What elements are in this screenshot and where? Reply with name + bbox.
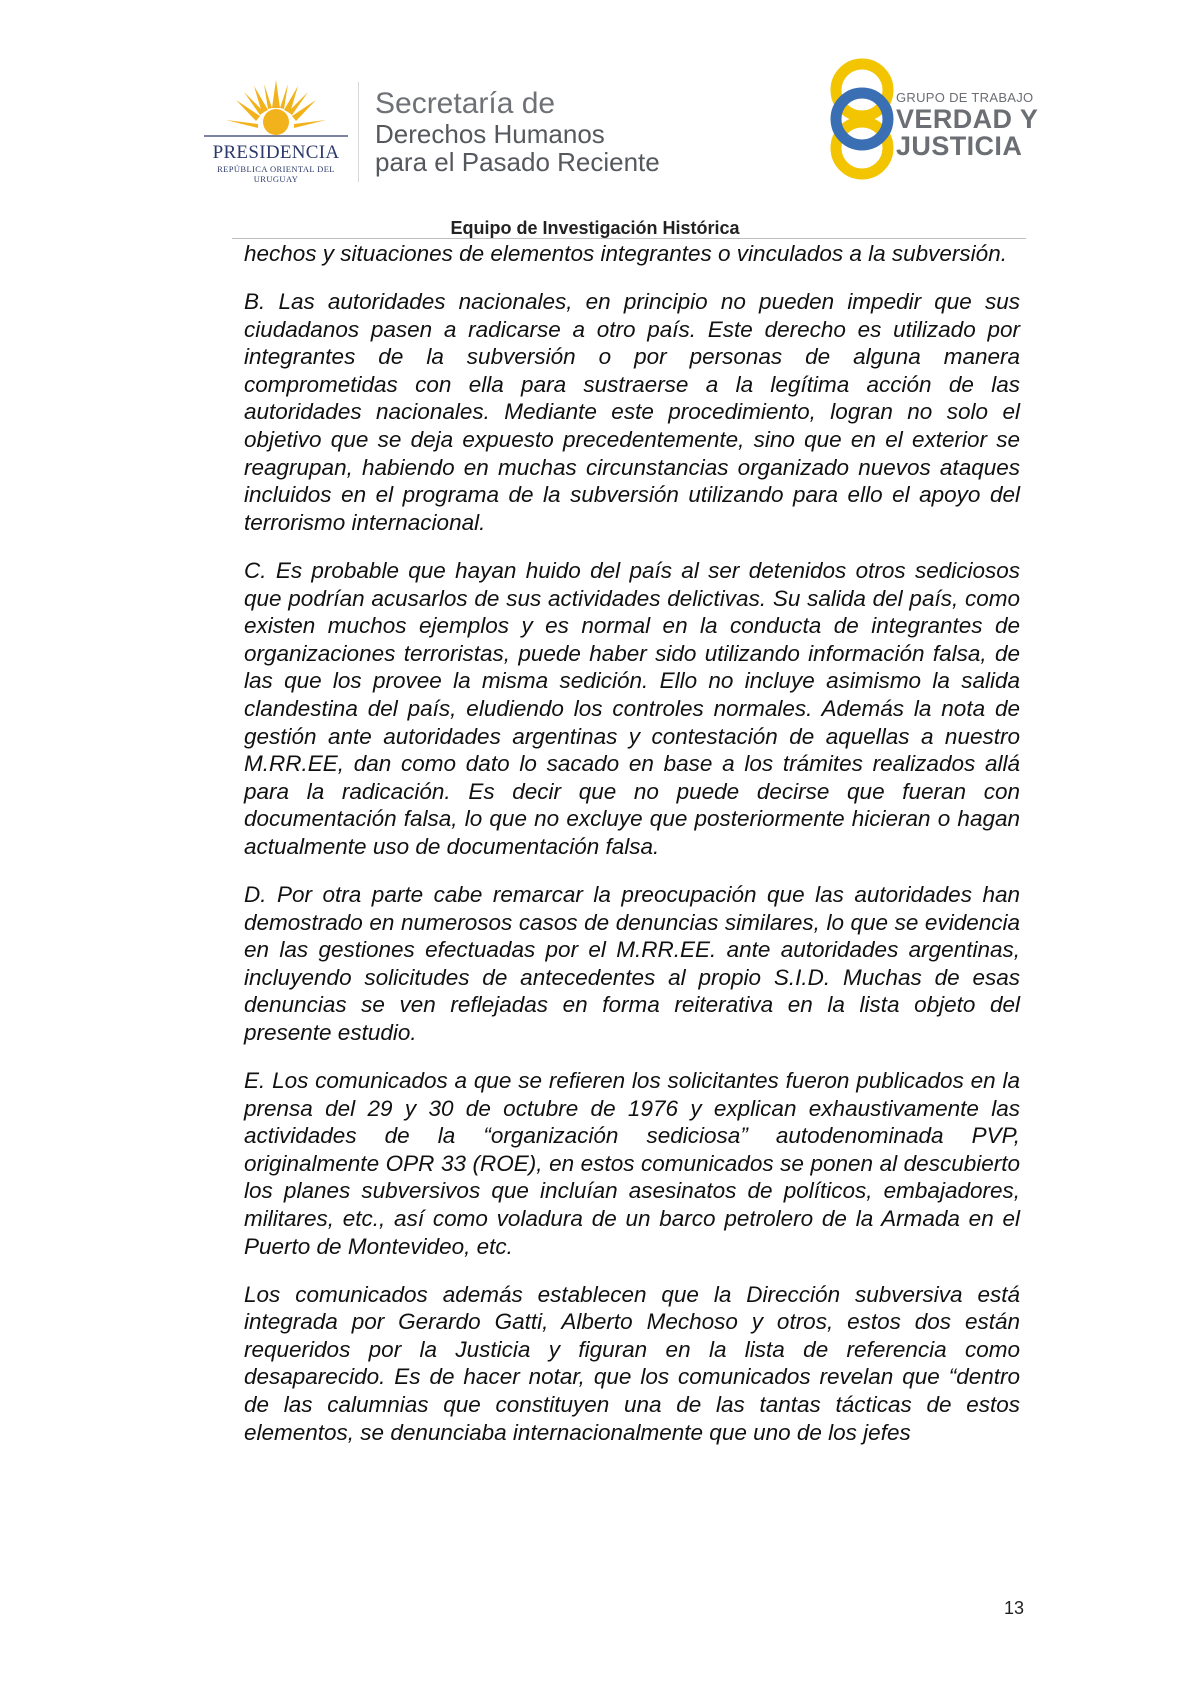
secretaria-logo-text xyxy=(375,88,660,176)
grupo-line-2: VERDAD Y xyxy=(896,104,1039,134)
interlocked-rings-icon xyxy=(822,58,902,180)
grupo-line-1: GRUPO DE TRABAJO xyxy=(896,90,1034,105)
grupo-line-3: JUSTICIA xyxy=(896,131,1023,161)
presidencia-logo xyxy=(196,78,356,184)
presidencia-title: PRESIDENCIA xyxy=(212,142,340,163)
header-rule xyxy=(232,238,1026,239)
paragraph: C. Es probable que hayan huido del país al ser detenidos otros sediciosos que podrían acusarlos de sus actividades delictivas. Su salida del país, como existen muchos ejemplos y es normal en la conducta de integrantes de organizaciones terroristas, puede haber sido utilizando información falsa, de las que los provee la misma sedición. Ello no incluye asimismo la salida clandestina del país, eludiendo los controles normales. Además la nota de gestión ante autoridades argentinas y contestación de aquellas a nuestro M.RR.EE, dan como dato lo sacado en base a los trámites realizados allá para la radicación. Es decir que no puede decirse que fueran con documentación falsa, lo que no excluye que posteriormente hicieran o hagan actualmente uso de documentación falsa. xyxy=(244,557,1020,859)
paragraph: Los comunicados además establecen que la Dirección subversiva está integrada por Gerardo Gatti, Alberto Mechoso y otros, estos dos están requeridos por la Justicia y figuran en la lista de referencia como desaparecido. Es de hacer notar, que los comunicados revelan que “dentro de las calumnias que constituyen una de las tantas tácticas de estos elementos, se denunciaba internacionalmente que uno de los jefes xyxy=(244,1281,1020,1445)
paragraph: D. Por otra parte cabe remarcar la preocupación que las autoridades han demostrado en numerosos casos de denuncias similares, lo que se evidencia en las gestiones efectuadas por el M.RR.EE. ante autoridades argentinas, incluyendo solicitudes de antecedentes al propio S.I.D. Muchas de esas denuncias se ven reflejadas en forma reiterativa en la lista objeto del presente estudio. xyxy=(244,881,1020,1045)
presidencia-subtitle: REPÚBLICA ORIENTAL DEL URUGUAY xyxy=(217,164,335,184)
header-divider xyxy=(358,82,359,182)
secretaria-line-3: para el Pasado Reciente xyxy=(375,147,660,177)
body-text xyxy=(244,240,1020,1467)
running-head: Equipo de Investigación Histórica xyxy=(450,218,740,238)
sun-emblem-icon xyxy=(196,78,356,142)
paragraph: E. Los comunicados a que se refieren los solicitantes fueron publicados en la prensa del 29 y 30 de octubre de 1976 y explican exhaustivamente las actividades de la “organización sediciosa” autodenominada PVP, originalmente OPR 33 (ROE), en estos comunicados se ponen al descubierto los planes subversivos que incluían asesinatos de políticos, embajadores, militares, etc., así como voladura de un barco petrolero de la Armada en el Puerto de Montevideo, etc. xyxy=(244,1068,1020,1259)
page-number: 13 xyxy=(1004,1598,1025,1618)
paragraph: B. Las autoridades nacionales, en principio no pueden impedir que sus ciudadanos pasen a radicarse a otro país. Este derecho es utilizado por integrantes de la subversión o por personas de alguna manera comprometidas con ella para sustraerse a la legítima acción de las autoridades nacionales. Mediante este procedimiento, logran no solo el objetivo que se deja expuesto precedentemente, sino que en el exterior se reagrupan, habiendo en muchas circunstancias organizado nuevos ataques incluidos en el programa de la subversión utilizando para ello el apoyo del terrorismo internacional. xyxy=(244,289,1020,535)
secretaria-line-1: Secretaría de xyxy=(375,87,556,120)
secretaria-line-2: Derechos Humanos xyxy=(375,119,605,149)
grupo-trabajo-text xyxy=(896,90,1038,160)
paragraph: hechos y situaciones de elementos integrantes o vinculados a la subversión. xyxy=(244,241,1007,266)
